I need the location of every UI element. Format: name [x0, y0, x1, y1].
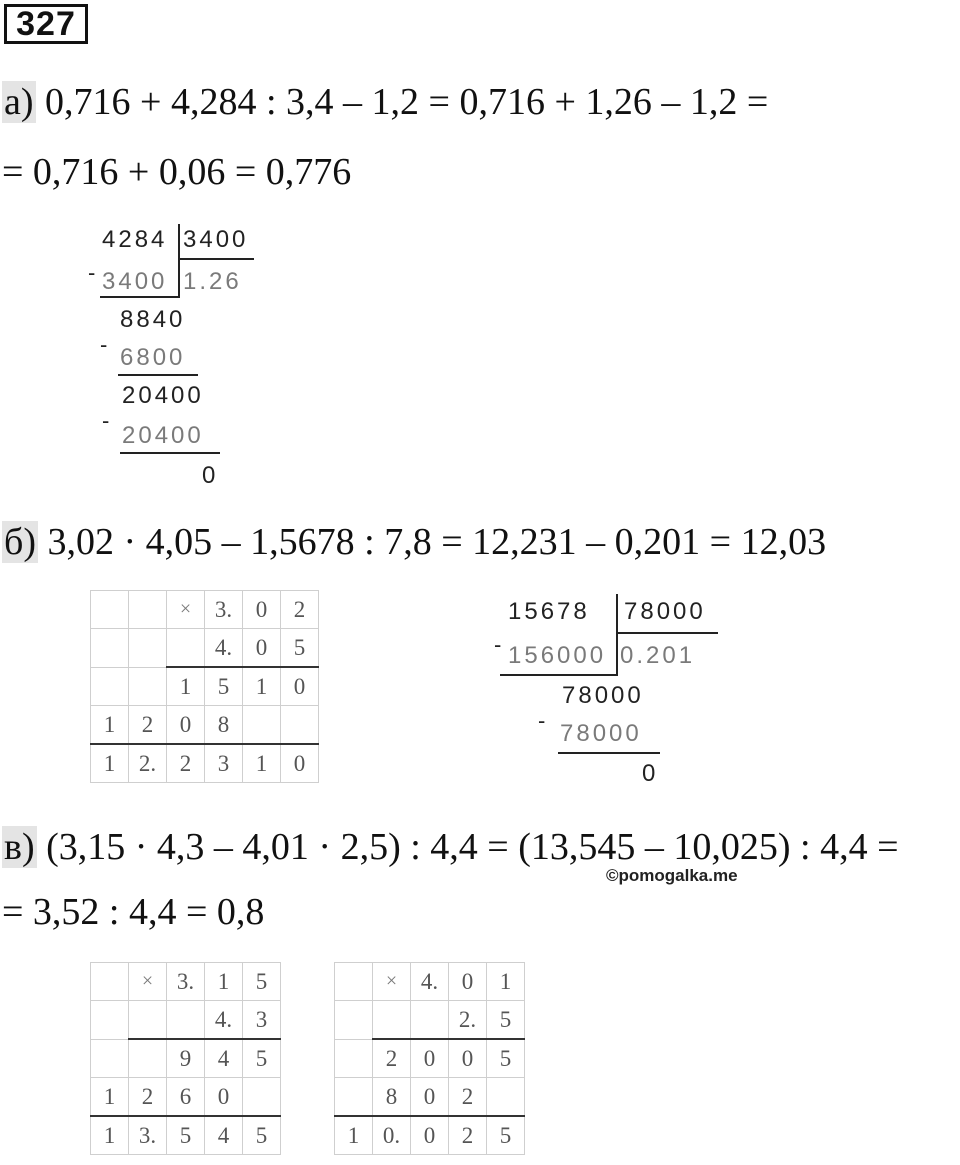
grid-cell: 0	[205, 1078, 243, 1117]
part-c-multiplication-grid-1	[90, 962, 281, 1155]
grid-cell: 0	[167, 706, 205, 745]
grid-cell: 3	[243, 1001, 281, 1040]
grid-cell	[129, 591, 167, 629]
grid-cell: 1	[487, 963, 525, 1001]
part-b-line-1	[2, 520, 826, 564]
grid-cell: 8	[373, 1078, 411, 1117]
grid-cell: 5	[243, 1039, 281, 1078]
grid-cell: 4.	[205, 629, 243, 668]
remainder-1: 78000	[562, 682, 644, 709]
grid-cell: 2	[449, 1078, 487, 1117]
grid-cell	[91, 629, 129, 668]
grid-cell	[129, 1039, 167, 1078]
task-number: 327	[4, 4, 88, 44]
grid-cell: 2	[167, 744, 205, 783]
final-remainder: 0	[642, 760, 659, 787]
grid-cell: 2	[129, 706, 167, 745]
grid-cell: 0	[281, 667, 319, 706]
quotient: 1.26	[183, 268, 242, 295]
part-c-line-1	[2, 825, 899, 869]
part-a-line-1	[2, 80, 768, 124]
grid-cell: 1	[91, 1078, 129, 1117]
subtraction-line-1	[500, 674, 618, 676]
quotient: 0.201	[620, 642, 696, 669]
grid-cell	[129, 667, 167, 706]
grid-cell: 1	[91, 744, 129, 783]
minus-sign: -	[494, 632, 502, 657]
part-b-long-division	[488, 592, 738, 792]
grid-cell	[335, 1039, 373, 1078]
grid-cell: 5	[487, 1039, 525, 1078]
grid-cell	[373, 1001, 411, 1040]
grid-cell: 2	[449, 1116, 487, 1155]
grid-cell: 5	[487, 1116, 525, 1155]
subtraction-line-2	[118, 374, 198, 376]
part-a-line-2: = 0,716 + 0,06 = 0,776	[2, 151, 352, 193]
watermark: ©pomogalka.me	[606, 866, 738, 885]
grid-cell	[243, 1078, 281, 1117]
grid-cell: 0	[411, 1039, 449, 1078]
grid-cell: 6	[167, 1078, 205, 1117]
grid-cell: 1	[91, 1116, 129, 1155]
grid-cell: 3.	[129, 1116, 167, 1155]
grid-cell: 5	[243, 963, 281, 1001]
grid-cell: 1	[205, 963, 243, 1001]
final-remainder: 0	[202, 462, 219, 489]
grid-cell: 5	[243, 1116, 281, 1155]
grid-cell: 2	[281, 591, 319, 629]
grid-cell	[91, 591, 129, 629]
part-a-expression: 0,716 + 4,284 : 3,4 – 1,2 = 0,716 + 1,26 – 1,2 =	[45, 81, 769, 123]
grid-cell	[243, 706, 281, 745]
grid-cell: 0	[243, 629, 281, 668]
divisor-underline	[616, 632, 718, 634]
grid-cell: 4.	[205, 1001, 243, 1040]
grid-cell: 0	[449, 1039, 487, 1078]
subtrahend-1: 156000	[508, 642, 607, 669]
divisor-underline	[178, 258, 254, 260]
minus-sign: -	[88, 260, 96, 285]
grid-cell: 1	[243, 744, 281, 783]
divisor: 3400	[183, 226, 249, 253]
grid-cell	[281, 706, 319, 745]
part-c-multiplication-grid-2	[334, 962, 525, 1155]
part-b-label: б)	[4, 521, 36, 563]
grid-cell: 9	[167, 1039, 205, 1078]
grid-cell: 1	[335, 1116, 373, 1155]
grid-cell: 0	[243, 591, 281, 629]
dividend: 4284	[102, 226, 168, 253]
multiply-sign: ×	[129, 963, 167, 1001]
divisor: 78000	[624, 598, 706, 625]
part-c-expression: (3,15 · 4,3 – 4,01 · 2,5) : 4,4 = (13,545 – 10,025) : 4,4 =	[46, 826, 899, 868]
grid-cell: 3.	[167, 963, 205, 1001]
grid-cell	[167, 629, 205, 668]
minus-sign: -	[102, 408, 110, 433]
division-bar-vertical	[616, 594, 618, 674]
grid-cell: 0.	[373, 1116, 411, 1155]
grid-cell: 5	[167, 1116, 205, 1155]
grid-cell: 0	[411, 1078, 449, 1117]
grid-cell: 4	[205, 1116, 243, 1155]
multiply-sign: ×	[373, 963, 411, 1001]
grid-cell	[91, 1039, 129, 1078]
grid-cell: 5	[205, 667, 243, 706]
grid-cell: 1	[243, 667, 281, 706]
grid-cell	[487, 1078, 525, 1117]
grid-cell: 8	[205, 706, 243, 745]
subtraction-line-3	[120, 452, 220, 454]
grid-cell: 2.	[449, 1001, 487, 1040]
grid-cell: 2	[373, 1039, 411, 1078]
grid-cell: 5	[281, 629, 319, 668]
part-a-long-division	[86, 222, 286, 492]
part-b-expression: 3,02 · 4,05 – 1,5678 : 7,8 = 12,231 – 0,201 = 12,03	[47, 521, 827, 563]
grid-cell: 1	[167, 667, 205, 706]
grid-cell: 0	[449, 963, 487, 1001]
part-b-multiplication-grid	[90, 590, 319, 783]
grid-cell: 4	[205, 1039, 243, 1078]
part-a-label: а)	[4, 81, 34, 123]
subtrahend-2: 6800	[120, 344, 186, 371]
minus-sign: -	[100, 332, 108, 357]
part-c-line-2: = 3,52 : 4,4 = 0,8	[2, 891, 265, 933]
remainder-1: 8840	[120, 306, 186, 333]
multiply-sign: ×	[167, 591, 205, 629]
grid-cell	[129, 1001, 167, 1040]
grid-cell	[91, 1001, 129, 1040]
grid-cell: 3.	[205, 591, 243, 629]
grid-cell	[167, 1001, 205, 1040]
part-c-label: в)	[4, 826, 35, 868]
subtrahend-1: 3400	[102, 268, 168, 295]
grid-cell	[91, 963, 129, 1001]
grid-cell: 1	[91, 706, 129, 745]
grid-cell: 5	[487, 1001, 525, 1040]
grid-cell: 2	[129, 1078, 167, 1117]
grid-cell	[91, 667, 129, 706]
minus-sign: -	[538, 708, 546, 733]
subtraction-line-2	[558, 752, 660, 754]
grid-cell	[335, 1001, 373, 1040]
grid-cell	[411, 1001, 449, 1040]
subtrahend-3: 20400	[122, 422, 204, 449]
subtraction-line-1	[100, 296, 180, 298]
grid-cell: 4.	[411, 963, 449, 1001]
division-bar-vertical	[178, 224, 180, 296]
grid-cell: 0	[281, 744, 319, 783]
remainder-2: 20400	[122, 382, 204, 409]
subtrahend-2: 78000	[560, 720, 642, 747]
grid-cell: 0	[411, 1116, 449, 1155]
dividend: 15678	[508, 598, 590, 625]
grid-cell: 2.	[129, 744, 167, 783]
grid-cell: 3	[205, 744, 243, 783]
grid-cell	[335, 1078, 373, 1117]
grid-cell	[335, 963, 373, 1001]
grid-cell	[129, 629, 167, 668]
